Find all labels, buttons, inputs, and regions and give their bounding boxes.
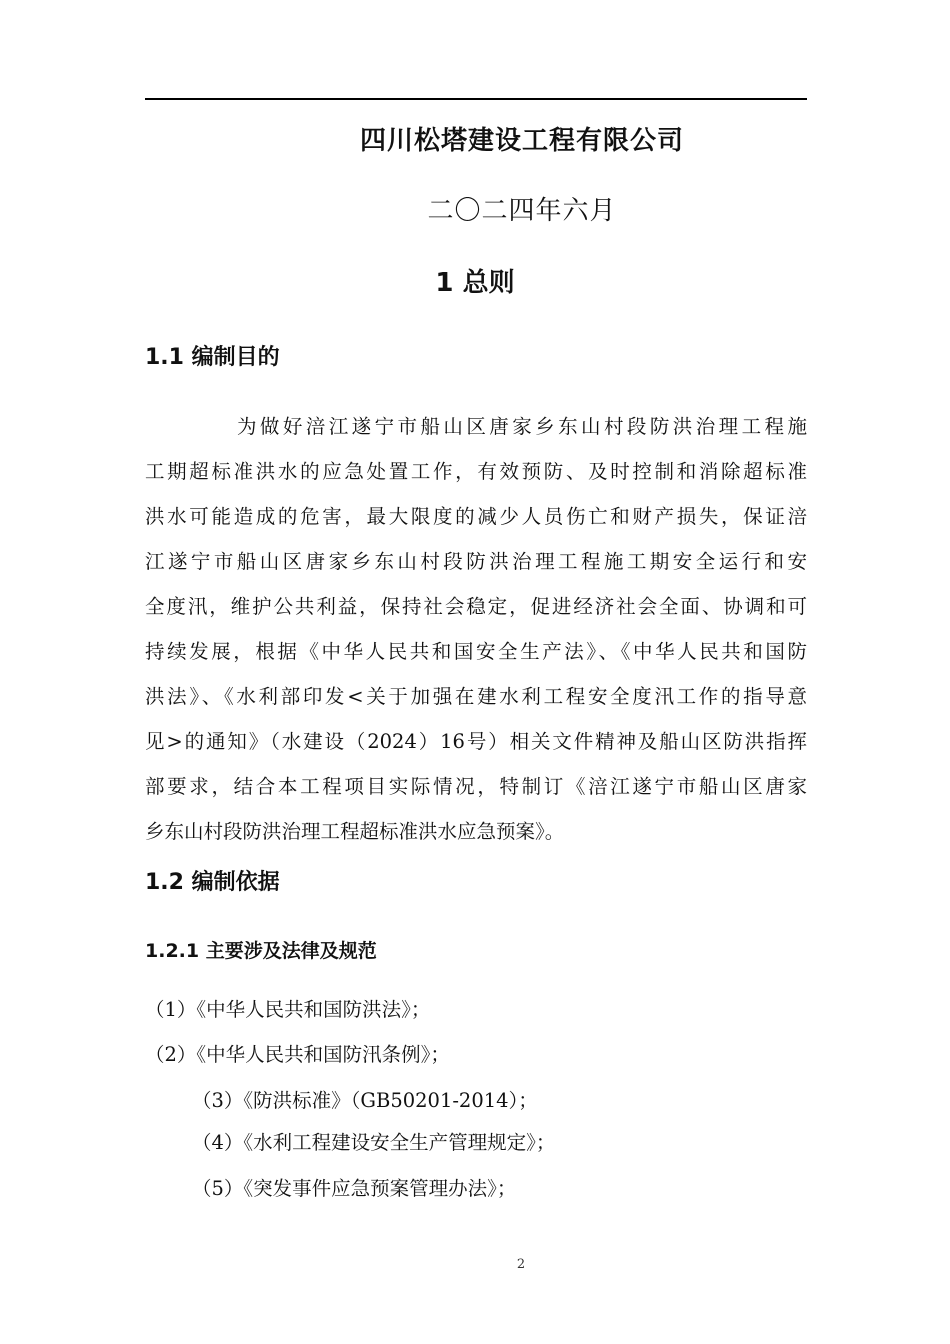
paragraph-line: 洪水可能造成的危害，最大限度的减少人员伤亡和财产损失，保证涪 (145, 505, 807, 528)
paragraph-line: 工期超标准洪水的应急处置工作，有效预防、及时控制和消除超标准 (145, 460, 807, 483)
paragraph-line: 洪法》、《水利部印发<关于加强在建水利工程安全度汛工作的指导意 (145, 685, 807, 708)
paragraph-line: 全度汛，维护公共利益，保持社会稳定，促进经济社会全面、协调和可 (145, 595, 807, 618)
paragraph-line: 江遂宁市船山区唐家乡东山村段防洪治理工程施工期安全运行和安 (145, 550, 807, 573)
paragraph-line: 见>的通知》（水建设（2024）16号）相关文件精神及船山区防洪指挥 (145, 730, 807, 753)
subsection-heading-laws: 1.2.1 主要涉及法律及规范 (145, 940, 377, 962)
page-number: 2 (516, 1257, 526, 1272)
chapter-title: 1 总则 (435, 268, 515, 298)
paragraph-line: 乡东山村段防洪治理工程超标准洪水应急预案》。 (145, 820, 565, 843)
list-item: （4）《水利工程建设安全生产管理规定》； (192, 1131, 556, 1154)
purpose-paragraph (145, 404, 807, 854)
list-item: （2）《中华人民共和国防汛条例》； (145, 1043, 450, 1066)
paragraph-line: 为做好涪江遂宁市船山区唐家乡东山村段防洪治理工程施 (237, 415, 807, 438)
list-item: （1）《中华人民共和国防洪法》； (145, 998, 431, 1021)
list-item: （3）《防洪标准》（GB50201-2014）； (192, 1089, 538, 1112)
document-date: 二〇二四年六月 (427, 196, 617, 226)
section-heading-purpose: 1.1 编制目的 (145, 345, 280, 370)
header-rule (145, 98, 807, 100)
paragraph-line: 部要求，结合本工程项目实际情况，特制订《涪江遂宁市船山区唐家 (145, 775, 807, 798)
paragraph-line: 持续发展，根据《中华人民共和国安全生产法》、《中华人民共和国防 (145, 640, 807, 663)
company-name: 四川松塔建设工程有限公司 (359, 126, 684, 156)
section-heading-basis: 1.2 编制依据 (145, 870, 280, 895)
list-item: （5）《突发事件应急预案管理办法》； (192, 1177, 517, 1200)
